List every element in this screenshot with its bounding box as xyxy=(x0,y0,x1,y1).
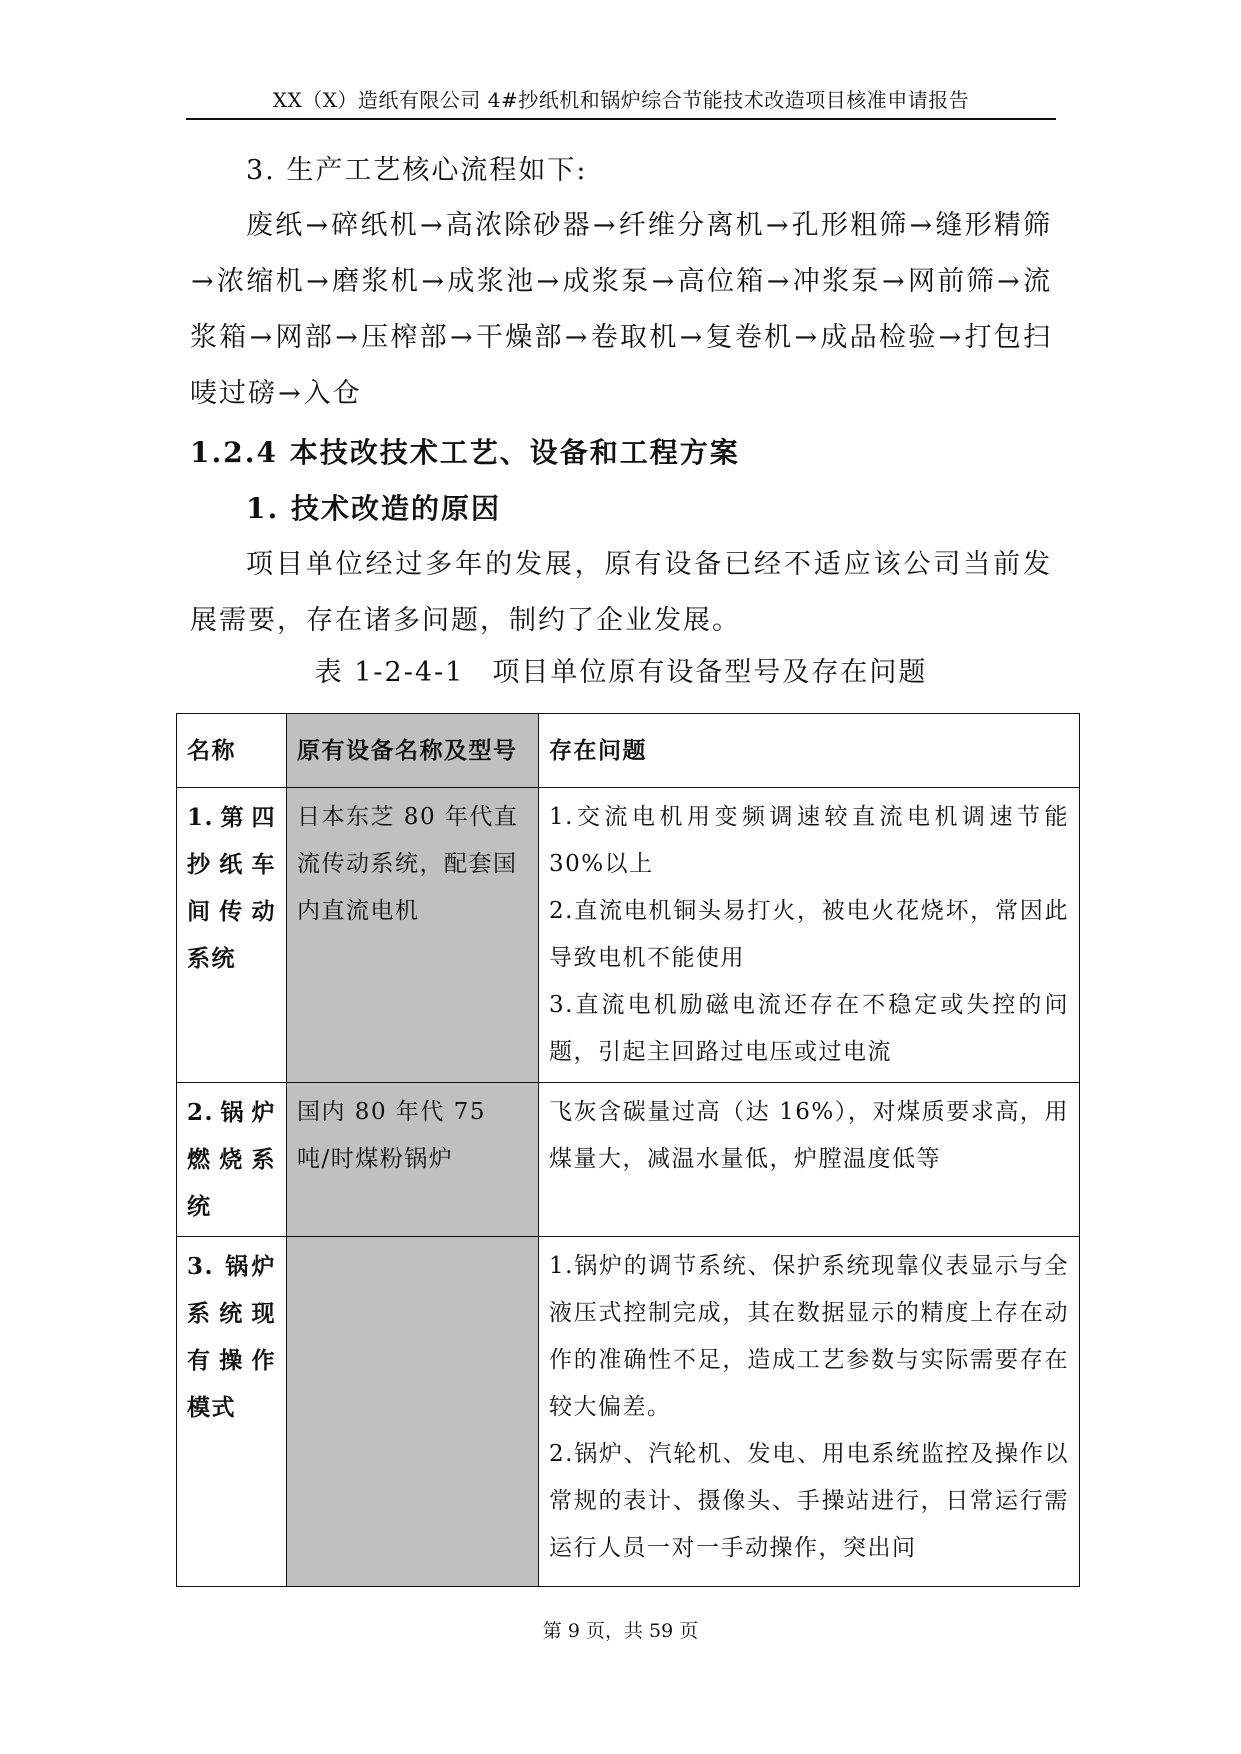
flow-step: 打包扫唛过磅 xyxy=(190,322,1053,409)
flow-arrow-icon: → xyxy=(592,210,618,241)
issue-item: 2.直流电机铜头易打火，被电火花烧坏，常因此导致电机不能使用 xyxy=(549,898,1069,971)
flow-arrow-icon: → xyxy=(564,322,590,353)
section-heading-1-2-4: 1.2.4 本技改技术工艺、设备和工程方案 xyxy=(190,436,740,469)
table-row xyxy=(177,788,1080,1083)
flow-step: 废纸 xyxy=(246,210,305,241)
flow-step: 网前筛 xyxy=(907,266,997,297)
flow-arrow-icon: → xyxy=(421,266,446,297)
row-equipment: 国内 80 年代 75 吨/时煤粉锅炉 xyxy=(287,1083,539,1237)
flow-step: 成品检验 xyxy=(820,322,938,353)
issue-item: 3.直流电机励磁电流还存在不稳定或失控的问题，引起主回路过电压或过电流 xyxy=(549,992,1069,1065)
flow-step: 磨浆机 xyxy=(331,266,421,297)
flow-arrow-icon: → xyxy=(419,210,445,241)
flow-step: 流浆箱 xyxy=(190,266,1053,353)
flow-arrow-icon: → xyxy=(249,322,275,353)
flow-arrow-icon: → xyxy=(938,322,964,353)
flow-arrow-icon: → xyxy=(305,210,331,241)
page-header-title: XX（X）造纸有限公司 4#抄纸机和锅炉综合节能技术改造项目核准申请报告 xyxy=(272,88,970,112)
flow-arrow-icon: → xyxy=(449,322,475,353)
flow-arrow-icon: → xyxy=(997,266,1022,297)
header-name: 名称 xyxy=(177,714,287,788)
issue-item: 1.交流电机用变频调速较直流电机调速节能30%以上 xyxy=(549,804,1069,877)
table-caption-number: 表 1-2-4-1 xyxy=(314,657,465,688)
row-issues xyxy=(539,788,1080,1083)
flow-step: 成浆池 xyxy=(446,266,536,297)
flow-step: 成浆泵 xyxy=(562,266,651,297)
row-issues xyxy=(539,1083,1080,1237)
table-caption xyxy=(186,653,1056,693)
issue-item: 2.锅炉、汽轮机、发电、用电系统监控及操作以常规的表计、摄像头、手操站进行，日常运行需运行人员一对一手动操作，突出问 xyxy=(549,1441,1069,1561)
flow-step: 冲浆泵 xyxy=(792,266,881,297)
table-caption-title: 项目单位原有设备型号及存在问题 xyxy=(492,657,928,688)
flow-step: 碎纸机 xyxy=(331,210,419,241)
flow-step: 干燥部 xyxy=(475,322,564,353)
flow-step: 孔形粗筛 xyxy=(791,210,909,241)
flow-arrow-icon: → xyxy=(278,378,303,409)
table-row xyxy=(177,1083,1080,1237)
row-name: 1.第四抄纸车间传动系统 xyxy=(177,788,287,1083)
header-equipment: 原有设备名称及型号 xyxy=(287,714,539,788)
flow-step: 纤维分离机 xyxy=(618,210,765,241)
flow-arrow-icon: → xyxy=(794,322,820,353)
issue-item: 1.锅炉的调节系统、保护系统现靠仪表显示与全液压式控制完成，其在数据显示的精度上存在动作的准确性不足，造成工艺参数与实际需要存在较大偏差。 xyxy=(549,1253,1069,1420)
flow-step: 网部 xyxy=(275,322,335,353)
row-equipment: 日本东芝 80 年代直流传动系统，配套国内直流电机 xyxy=(287,788,539,1083)
flow-arrow-icon: → xyxy=(651,266,677,297)
table-row xyxy=(177,1237,1080,1587)
process-flow xyxy=(190,198,1052,422)
subsection-heading-reason: 1. 技术改造的原因 xyxy=(246,492,501,525)
flow-step: 高位箱 xyxy=(677,266,766,297)
flow-arrow-icon: → xyxy=(335,322,360,353)
flow-arrow-icon: → xyxy=(536,266,562,297)
flow-step: 高浓除砂器 xyxy=(445,210,592,241)
flow-arrow-icon: → xyxy=(909,210,935,241)
table-header-row xyxy=(177,714,1080,788)
row-name: 2.锅炉燃烧系统 xyxy=(177,1083,287,1237)
flow-arrow-icon: → xyxy=(881,266,907,297)
flow-step: 卷取机 xyxy=(590,322,679,353)
section-step-3: 3. 生产工艺核心流程如下: xyxy=(246,155,588,186)
flow-step: 复卷机 xyxy=(705,322,794,353)
row-equipment xyxy=(287,1237,539,1587)
reason-paragraph: 项目单位经过多年的发展，原有设备已经不适应该公司当前发展需要，存在诸多问题，制约了企业发展。 xyxy=(190,549,1052,636)
page-number: 第 9 页，共 59 页 xyxy=(542,1620,699,1642)
flow-arrow-icon: → xyxy=(191,266,216,297)
row-name: 3. 锅炉系统现有操作模式 xyxy=(177,1237,287,1587)
flow-step: 入仓 xyxy=(303,378,362,409)
flow-step: 浓缩机 xyxy=(216,266,306,297)
issue-item: 飞灰含碳量过高（达 16%），对煤质要求高，用煤量大，减温水量低，炉膛温度低等 xyxy=(549,1099,1069,1172)
header-issues: 存在问题 xyxy=(539,714,1080,788)
row-issues xyxy=(539,1237,1080,1587)
flow-arrow-icon: → xyxy=(766,266,792,297)
equipment-table xyxy=(176,713,1080,1587)
flow-arrow-icon: → xyxy=(679,322,705,353)
header-rule xyxy=(186,118,1056,120)
flow-step: 缝形精筛 xyxy=(935,210,1053,241)
flow-arrow-icon: → xyxy=(306,266,331,297)
flow-arrow-icon: → xyxy=(765,210,791,241)
flow-step: 压榨部 xyxy=(360,322,449,353)
